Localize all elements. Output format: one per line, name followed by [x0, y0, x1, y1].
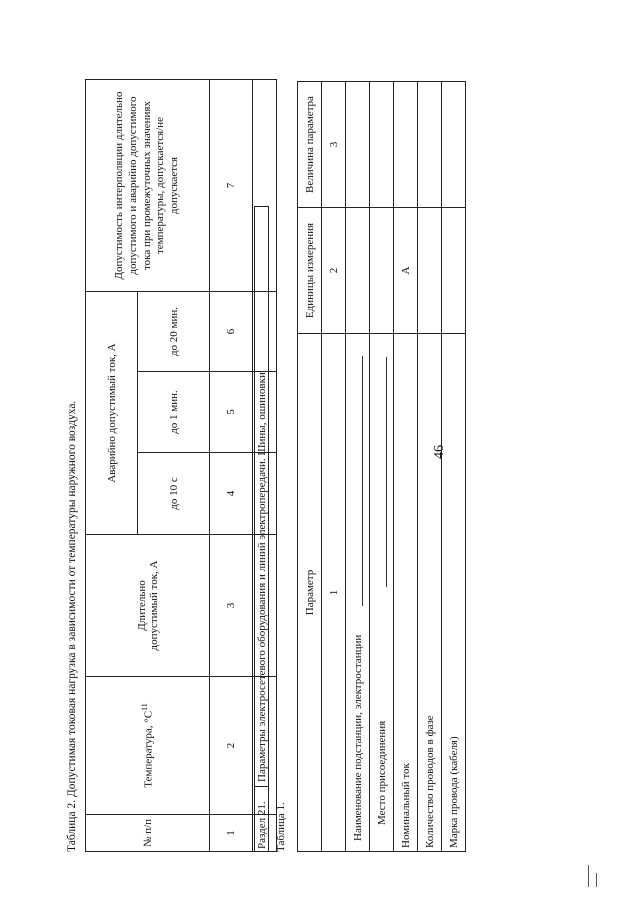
table1: [297, 81, 466, 852]
scan-mark: [588, 865, 589, 887]
row-wires-per-phase: Количество проводов в фазе: [418, 334, 442, 852]
header-up-to-10s: до 10 с: [138, 453, 210, 535]
unit-cell: А: [394, 208, 418, 334]
header-emergency-current: Аварийно допустимый ток, А: [86, 292, 138, 535]
unit-cell: [370, 208, 394, 334]
fill-line: [362, 356, 363, 606]
fill-line: [386, 357, 387, 587]
header-interpolation: Допустимость интерполяции длительно допустимого и аварийно допустимого тока при промежуточных значениях температуры, допускается/не допускается: [86, 80, 210, 292]
value-cell: [346, 82, 370, 208]
header-num: № п/п: [86, 815, 210, 852]
row-rated-current: Номинальный ток: [394, 334, 418, 852]
col-number: 3: [322, 82, 346, 208]
col-number: 7: [210, 80, 253, 292]
header-temperature: [86, 677, 210, 815]
table2: [85, 79, 277, 852]
scan-mark: [596, 873, 597, 887]
header-parameter: Параметр: [298, 334, 322, 852]
value-cell: [418, 82, 442, 208]
header-up-to-20min: до 20 мин.: [138, 292, 210, 372]
header-value: Величина параметра: [298, 82, 322, 208]
col-number: 5: [210, 372, 253, 453]
section-label: Раздел 21.: [255, 787, 269, 852]
param-label: Место присоединения: [375, 720, 388, 825]
header-long-term-current: Длительно допустимый ток, А: [86, 535, 210, 677]
header-unit: Единицы измерения: [298, 208, 322, 334]
param-label: Наименование подстанции, электростанции: [351, 634, 364, 841]
unit-cell: [442, 208, 466, 334]
unit-cell: [418, 208, 442, 334]
col-number: 6: [210, 292, 253, 372]
header-up-to-1min: до 1 мин.: [138, 372, 210, 453]
col-number: 4: [210, 453, 253, 535]
row-wire-brand: Марка провода (кабеля): [442, 334, 466, 852]
page-number: 46: [432, 445, 447, 459]
row-connection-place: [370, 334, 394, 852]
section-header: [254, 206, 269, 852]
unit-cell: [346, 208, 370, 334]
footnote-marker: 11: [140, 703, 150, 711]
table2-caption: Таблица 2. Допустимая токовая нагрузка в зависимости от температуры наружного воздуха.: [66, 400, 78, 852]
section-title: Параметры электросетевого оборудования и линий электропередачи. Шины, ошиновки: [255, 207, 269, 787]
col-number: 2: [322, 208, 346, 334]
header-temperature-text: Температура, °С: [142, 710, 155, 788]
col-number: 1: [210, 815, 253, 852]
value-cell: [394, 82, 418, 208]
col-number: 1: [322, 334, 346, 852]
col-number: 2: [210, 677, 253, 815]
col-number: 3: [210, 535, 253, 677]
value-cell: [442, 82, 466, 208]
table1-caption: Таблица 1.: [275, 802, 287, 852]
value-cell: [370, 82, 394, 208]
row-substation-name: [346, 334, 370, 852]
